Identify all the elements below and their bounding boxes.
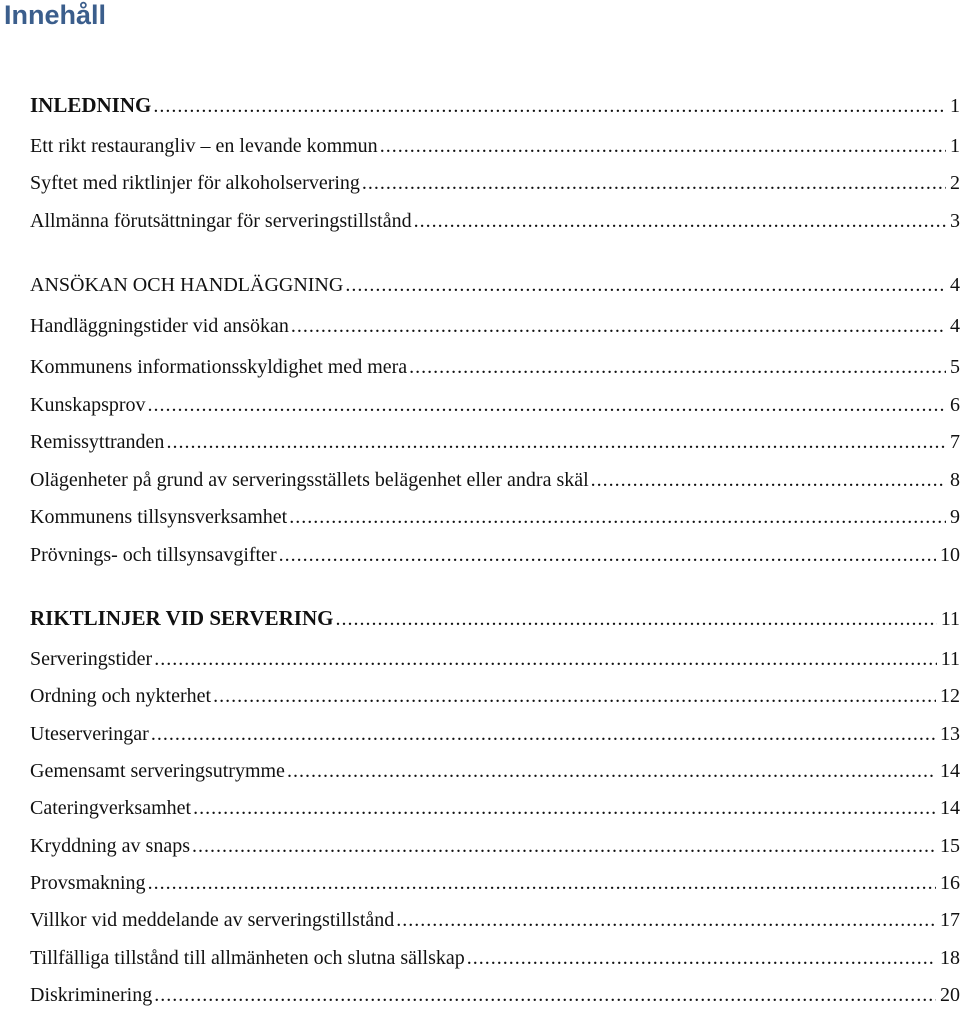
dot-leader xyxy=(335,604,936,634)
toc-entry-title: Prövnings- och tillsynsavgifter xyxy=(30,544,277,566)
toc-entry-title: Tillfälliga tillstånd till allmänheten och slutna sällskap xyxy=(30,947,465,969)
toc-page-number: 20 xyxy=(940,984,960,1006)
toc-entry-title: Handläggningstider vid ansökan xyxy=(30,315,289,337)
dot-leader xyxy=(380,131,946,161)
dot-leader xyxy=(166,427,946,457)
toc-entry[interactable] xyxy=(30,465,960,495)
toc-entry-title: INLEDNING xyxy=(30,93,152,117)
dot-leader xyxy=(414,206,946,236)
toc-entry[interactable] xyxy=(30,502,960,532)
toc-entry-title: Syftet med riktlinjer för alkoholservering xyxy=(30,172,360,194)
toc-page-number: 4 xyxy=(950,274,960,296)
toc-entry-title: Kryddning av snaps xyxy=(30,835,190,857)
dot-leader xyxy=(148,868,936,898)
toc-entry[interactable] xyxy=(30,352,960,382)
dot-leader xyxy=(193,793,936,823)
toc-entry-title: Kommunens tillsynsverksamhet xyxy=(30,506,288,528)
dot-leader xyxy=(396,905,936,935)
toc-page-number: 14 xyxy=(940,797,960,819)
dot-leader xyxy=(591,465,946,495)
toc-entry-title: Kommunens informationsskyldighet med mera xyxy=(30,356,408,378)
toc-entry-title: Uteserveringar xyxy=(30,723,149,745)
toc-entry[interactable] xyxy=(30,427,960,457)
dot-leader xyxy=(409,352,946,382)
toc-entry[interactable] xyxy=(30,390,960,420)
toc-entry[interactable] xyxy=(30,980,960,1010)
toc-entry-title: Cateringverksamhet xyxy=(30,797,192,819)
toc-entry[interactable] xyxy=(30,831,960,861)
toc-page-number: 17 xyxy=(940,909,960,931)
dot-leader xyxy=(192,831,936,861)
toc-page-number: 1 xyxy=(950,95,960,117)
toc-title: Innehåll xyxy=(4,0,107,30)
toc-entry-title: Ett rikt restaurangliv – en levande kommun xyxy=(30,135,378,157)
toc-page-number: 10 xyxy=(940,544,960,566)
toc-page-number: 13 xyxy=(940,723,960,745)
toc-entry[interactable] xyxy=(30,311,960,341)
toc-entry[interactable] xyxy=(30,206,960,236)
dot-leader xyxy=(362,168,946,198)
toc-entry[interactable] xyxy=(30,270,960,300)
toc-entry-title: Olägenheter på grund av serveringsställets belägenhet eller andra skäl xyxy=(30,469,589,491)
dot-leader xyxy=(467,943,936,973)
toc-entry[interactable] xyxy=(30,540,960,570)
toc-entry-title: Remissyttranden xyxy=(30,431,165,453)
toc-entry-title: Villkor vid meddelande av serveringstillstånd xyxy=(30,909,395,931)
toc-page-number: 16 xyxy=(940,872,960,894)
toc-entry[interactable] xyxy=(30,168,960,198)
toc-entry-title: Provsmakning xyxy=(30,872,146,894)
toc-entry[interactable] xyxy=(30,131,960,161)
dot-leader xyxy=(213,681,936,711)
toc-page-number: 14 xyxy=(940,760,960,782)
toc-entry[interactable] xyxy=(30,681,960,711)
dot-leader xyxy=(148,390,946,420)
toc-entry[interactable] xyxy=(30,719,960,749)
toc-entry[interactable] xyxy=(30,603,960,633)
dot-leader xyxy=(287,756,936,786)
toc-entry[interactable] xyxy=(30,793,960,823)
toc-page-number: 15 xyxy=(940,835,960,857)
toc-entry-title: Diskriminering xyxy=(30,984,153,1006)
toc-entry-title: ANSÖKAN OCH HANDLÄGGNING xyxy=(30,274,344,296)
dot-leader xyxy=(345,270,946,300)
toc-page-number: 8 xyxy=(950,469,960,491)
dot-leader xyxy=(291,311,946,341)
toc-entry[interactable] xyxy=(30,90,960,120)
toc-page-number: 11 xyxy=(940,648,960,670)
toc-entry-title: Ordning och nykterhet xyxy=(30,685,212,707)
toc-entry-title: Kunskapsprov xyxy=(30,394,146,416)
toc-page-number: 6 xyxy=(950,394,960,416)
toc-page-number: 3 xyxy=(950,210,960,232)
dot-leader xyxy=(279,540,936,570)
toc-page-number: 2 xyxy=(950,172,960,194)
toc-entry[interactable] xyxy=(30,905,960,935)
toc-entry[interactable] xyxy=(30,868,960,898)
dot-leader xyxy=(151,719,936,749)
dot-leader xyxy=(153,91,946,121)
toc-page-number: 5 xyxy=(950,356,960,378)
toc-page-number: 12 xyxy=(940,685,960,707)
dot-leader xyxy=(289,502,946,532)
toc-page-number: 4 xyxy=(950,315,960,337)
toc-page-number: 7 xyxy=(950,431,960,453)
dot-leader xyxy=(154,644,937,674)
toc-entry[interactable] xyxy=(30,943,960,973)
dot-leader xyxy=(154,980,936,1010)
toc-page-number: 1 xyxy=(950,135,960,157)
toc-page-number: 9 xyxy=(950,506,960,528)
toc-entry-title: RIKTLINJER VID SERVERING xyxy=(30,606,334,630)
toc-entry[interactable] xyxy=(30,756,960,786)
toc-entry-title: Allmänna förutsättningar för serveringstillstånd xyxy=(30,210,412,232)
toc-entry[interactable] xyxy=(30,644,960,674)
toc-entry-title: Serveringstider xyxy=(30,648,153,670)
toc-entry-title: Gemensamt serveringsutrymme xyxy=(30,760,285,782)
toc-page-number: 11 xyxy=(940,608,960,630)
toc-page-number: 18 xyxy=(940,947,960,969)
